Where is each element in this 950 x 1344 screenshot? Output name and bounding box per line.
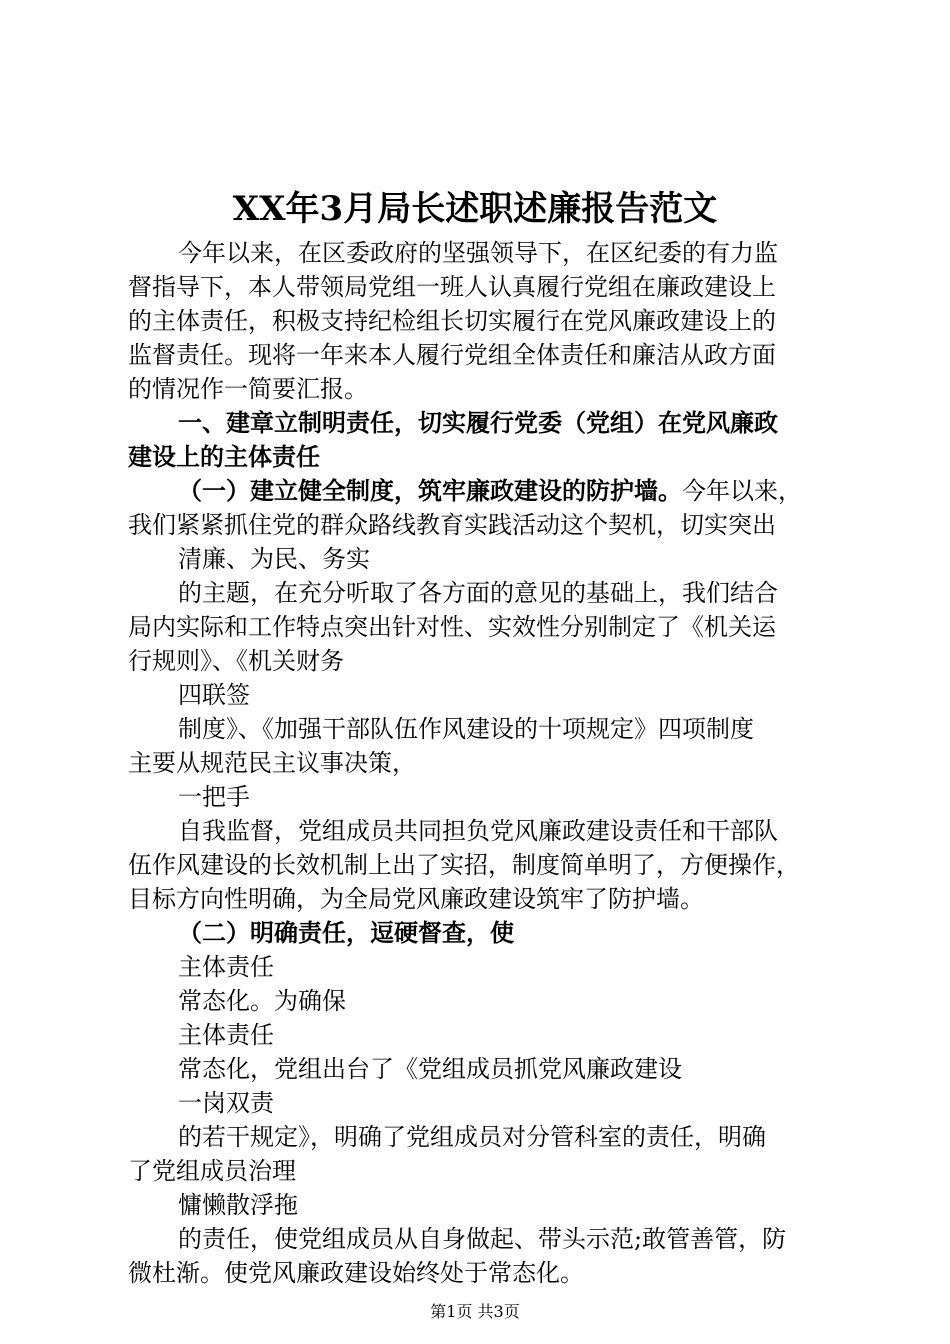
paragraph-line: 制度》、《加强干部队伍作风建设的十项规定》四项制度 — [178, 715, 754, 743]
paragraph-line: 伍作风建设的长效机制上出了实招，制度简单明了，方便操作， — [128, 851, 800, 879]
paragraph-line: 常态化。为确保 — [178, 987, 346, 1015]
page-footer: 第1页 共3页 — [430, 1302, 520, 1321]
paragraph-line: 四联签 — [178, 681, 250, 709]
paragraph-line: 局内实际和工作特点突出针对性、实效性分别制定了《机关运 — [128, 613, 776, 641]
paragraph-line: 督指导下，本人带领局党组一班人认真履行党组在廉政建设上 — [128, 273, 776, 301]
paragraph-line: 的主题，在充分听取了各方面的意见的基础上，我们结合 — [178, 579, 778, 607]
paragraph-line: 主体责任 — [178, 953, 274, 981]
subsection-heading: （二）明确责任，逗硬督查，使 — [178, 919, 514, 947]
paragraph-line: 清廉、为民、务实 — [178, 545, 370, 573]
paragraph-text: 今年以来， — [682, 477, 802, 505]
paragraph-line: 了党组成员治理 — [128, 1157, 296, 1185]
paragraph-line: 自我监督，党组成员共同担负党风廉政建设责任和干部队 — [178, 817, 778, 845]
paragraph-line: 的主体责任，积极支持纪检组长切实履行在党风廉政建设上的 — [128, 307, 776, 335]
subsection-heading: （一）建立健全制度，筑牢廉政建设的防护墙。 — [178, 477, 682, 505]
paragraph-line — [178, 474, 802, 508]
paragraph-line: 行规则》、《机关财务 — [128, 647, 344, 675]
paragraph-line: 今年以来，在区委政府的坚强领导下，在区纪委的有力监 — [178, 239, 778, 267]
paragraph-line: 目标方向性明确，为全局党风廉政建设筑牢了防护墙。 — [128, 885, 704, 913]
paragraph-line: 常态化，党组出台了《党组成员抓党风廉政建设 — [178, 1055, 682, 1083]
paragraph-line: 一把手 — [178, 783, 250, 811]
paragraph-line: 的情况作一简要汇报。 — [128, 375, 368, 403]
document-title: XX年3月局长述职述廉报告范文 — [232, 189, 718, 229]
paragraph-line: 主要从规范民主议事决策， — [128, 749, 416, 777]
paragraph-line: 监督责任。现将一年来本人履行党组全体责任和廉洁从政方面 — [128, 341, 776, 369]
section-heading: 建设上的主体责任 — [128, 443, 320, 471]
paragraph-line: 一岗双责 — [178, 1089, 274, 1117]
paragraph-line: 的责任，使党组成员从自身做起、带头示范;敢管善管，防 — [178, 1225, 787, 1253]
paragraph-line: 主体责任 — [178, 1021, 274, 1049]
paragraph-line: 慵懒散浮拖 — [178, 1191, 298, 1219]
paragraph-line: 的若干规定》，明确了党组成员对分管科室的责任，明确 — [178, 1123, 766, 1151]
paragraph-line: 我们紧紧抓住党的群众路线教育实践活动这个契机，切实突出 — [128, 511, 776, 539]
section-heading: 一、建章立制明责任，切实履行党委（党组）在党风廉政 — [178, 409, 778, 437]
paragraph-line: 微杜渐。使党风廉政建设始终处于常态化。 — [128, 1259, 584, 1287]
